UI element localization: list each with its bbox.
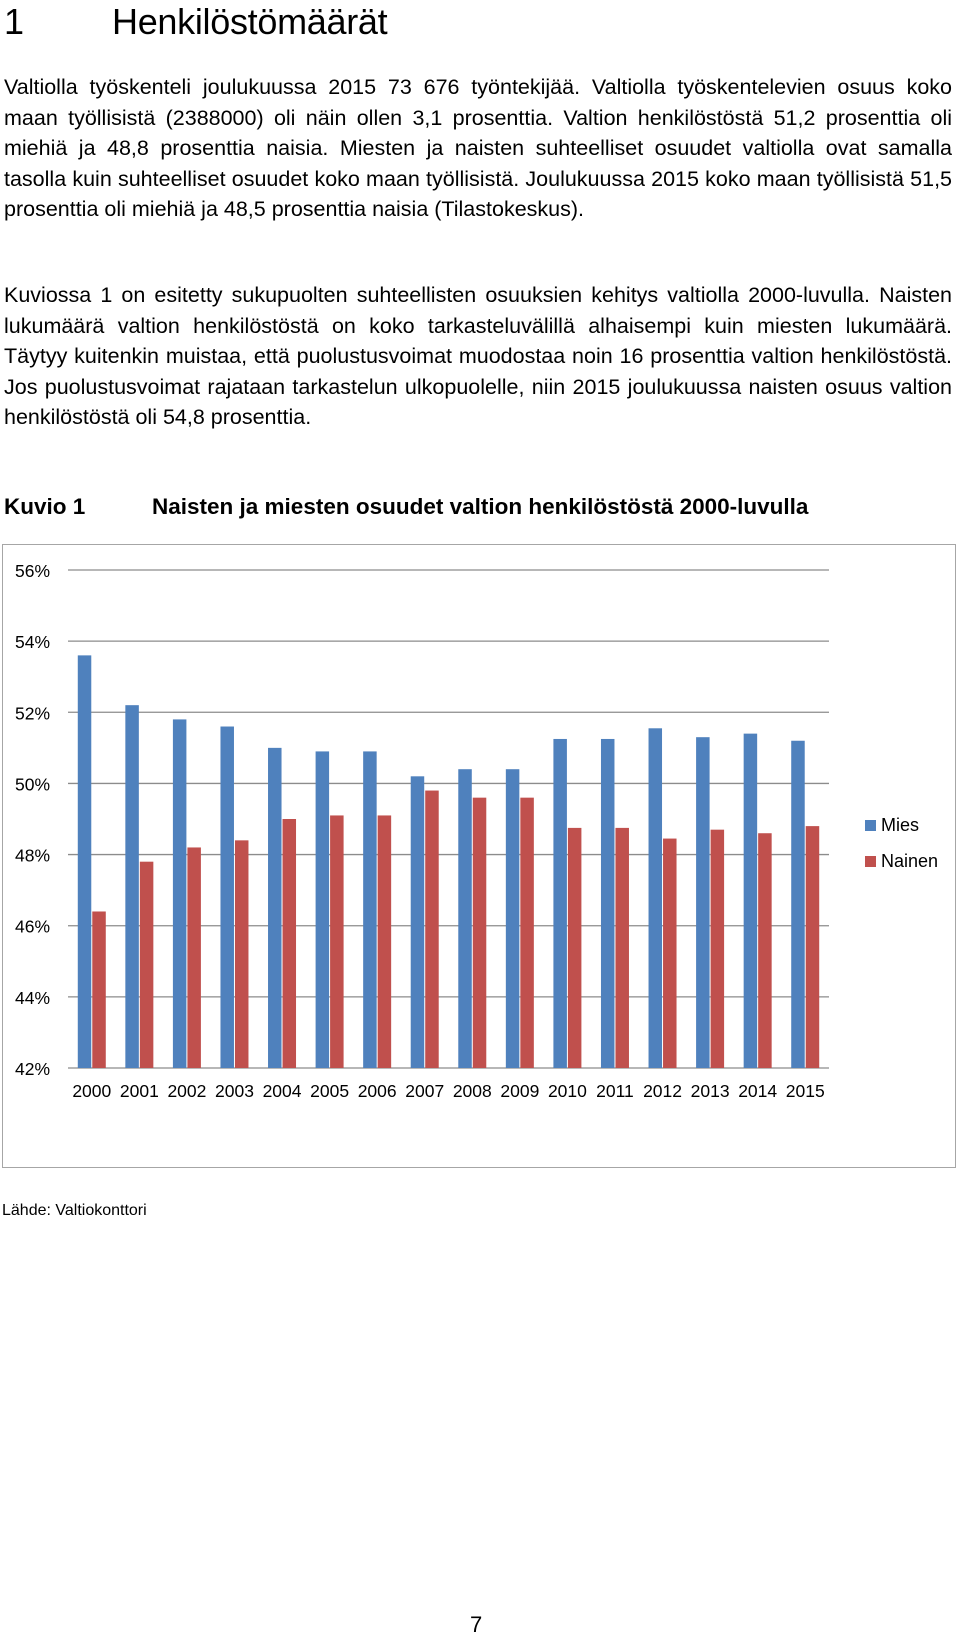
legend-swatch-nainen [865, 856, 876, 867]
bar-mies-2011 [601, 739, 615, 1068]
bar-mies-2013 [696, 737, 710, 1068]
bar-nainen-2006 [378, 815, 392, 1068]
y-tick-label: 52% [15, 703, 51, 724]
bar-mies-2009 [506, 769, 520, 1068]
x-tick-label: 2004 [262, 1081, 302, 1101]
section-number: 1 [4, 1, 25, 42]
bar-nainen-2009 [520, 798, 534, 1068]
bar-nainen-2012 [663, 839, 677, 1068]
y-tick-label: 54% [15, 632, 51, 653]
x-tick-label: 2000 [72, 1081, 112, 1101]
bar-nainen-2008 [473, 798, 487, 1068]
bar-nainen-2001 [140, 862, 154, 1068]
bar-mies-2003 [220, 727, 234, 1068]
bar-nainen-2000 [92, 911, 106, 1068]
bar-mies-2006 [363, 751, 377, 1068]
paragraph-2: Kuviossa 1 on esitetty sukupuolten suhteellisten osuuksien kehitys valtiolla 2000-luvulla. Naisten lukumäärä valtion henkilöstöstä on koko tarkasteluvälillä alhaisempi kuin miesten lukumäärä. Täytyy kuitenkin muistaa, että puolustusvoimat muodostaa noin 16 prosenttia valtion henkilöstöstä. Jos puolustusvoimat rajataan tarkastelun ulkopuolelle, niin 2015 joulukuussa naisten osuus valtion henkilöstöstä oli 54,8 prosenttia. [4, 283, 952, 429]
x-tick-label: 2008 [452, 1081, 492, 1101]
bar-nainen-2011 [615, 828, 629, 1068]
x-tick-label: 2006 [357, 1081, 397, 1101]
x-tick-label: 2010 [547, 1081, 587, 1101]
legend-swatch-mies [865, 820, 876, 831]
paragraph-1: Valtiolla työskenteli joulukuussa 2015 73 676 työntekijää. Valtiolla työskentelevien osuus koko maan työllisistä (2388000) oli näin ollen 3,1 prosenttia. Valtion henkilöstöstä 51,2 prosenttia oli miehiä ja 48,8 prosenttia naisia. Miesten ja naisten suhteelliset osuudet valtiolla ovat samalla tasolla kuin suhteelliset osuudet koko maan työllisistä. Joulukuussa 2015 koko maan työllisistä 51,5 prosenttia oli miehiä ja 48,5 prosenttia naisia (Tilastokeskus). [4, 75, 952, 221]
section-title: Henkilöstömäärät [112, 1, 388, 42]
bar-mies-2000 [78, 655, 92, 1068]
bar-mies-2002 [173, 719, 187, 1068]
bar-nainen-2002 [187, 847, 201, 1068]
x-tick-label: 2009 [500, 1081, 540, 1101]
bar-mies-2014 [744, 734, 758, 1068]
x-tick-label: 2003 [215, 1081, 254, 1101]
y-tick-label: 42% [15, 1059, 51, 1079]
x-tick-label: 2014 [738, 1081, 778, 1101]
bar-mies-2008 [458, 769, 472, 1068]
figure-title: Naisten ja miesten osuudet valtion henkilöstöstä 2000-luvulla [152, 494, 809, 519]
bar-mies-2015 [791, 741, 805, 1068]
y-tick-label: 46% [15, 916, 51, 937]
y-tick-label: 44% [15, 987, 51, 1008]
y-tick-label: 56% [15, 561, 51, 581]
bar-nainen-2005 [330, 815, 344, 1068]
bar-nainen-2015 [806, 826, 820, 1068]
bar-mies-2004 [268, 748, 282, 1068]
y-tick-label: 48% [15, 845, 51, 866]
x-tick-label: 2002 [167, 1081, 207, 1101]
x-tick-label: 2005 [310, 1081, 350, 1101]
legend-label-nainen: Nainen [881, 851, 939, 871]
bar-chart [3, 545, 954, 1166]
source-note: Lähde: Valtiokonttori [2, 1202, 147, 1219]
bar-nainen-2014 [758, 833, 772, 1068]
x-tick-label: 2015 [785, 1081, 825, 1101]
x-tick-label: 2007 [405, 1081, 445, 1101]
bar-nainen-2007 [425, 791, 439, 1068]
x-tick-label: 2011 [596, 1081, 634, 1101]
bar-nainen-2004 [283, 819, 297, 1068]
bar-nainen-2010 [568, 828, 582, 1068]
legend-label-mies: Mies [881, 815, 920, 835]
bar-mies-2012 [649, 728, 663, 1068]
x-tick-label: 2013 [690, 1081, 730, 1101]
bar-mies-2005 [316, 751, 330, 1068]
bar-nainen-2013 [711, 830, 725, 1068]
bar-mies-2001 [125, 705, 139, 1068]
x-tick-label: 2012 [643, 1081, 682, 1101]
x-tick-label: 2001 [119, 1081, 159, 1101]
bar-mies-2010 [553, 739, 567, 1068]
chart-container [2, 544, 956, 1168]
figure-label: Kuvio 1 [4, 494, 86, 519]
bar-nainen-2003 [235, 840, 249, 1068]
page-number: 7 [470, 1612, 483, 1637]
bar-mies-2007 [411, 776, 425, 1068]
y-tick-label: 50% [15, 774, 51, 795]
